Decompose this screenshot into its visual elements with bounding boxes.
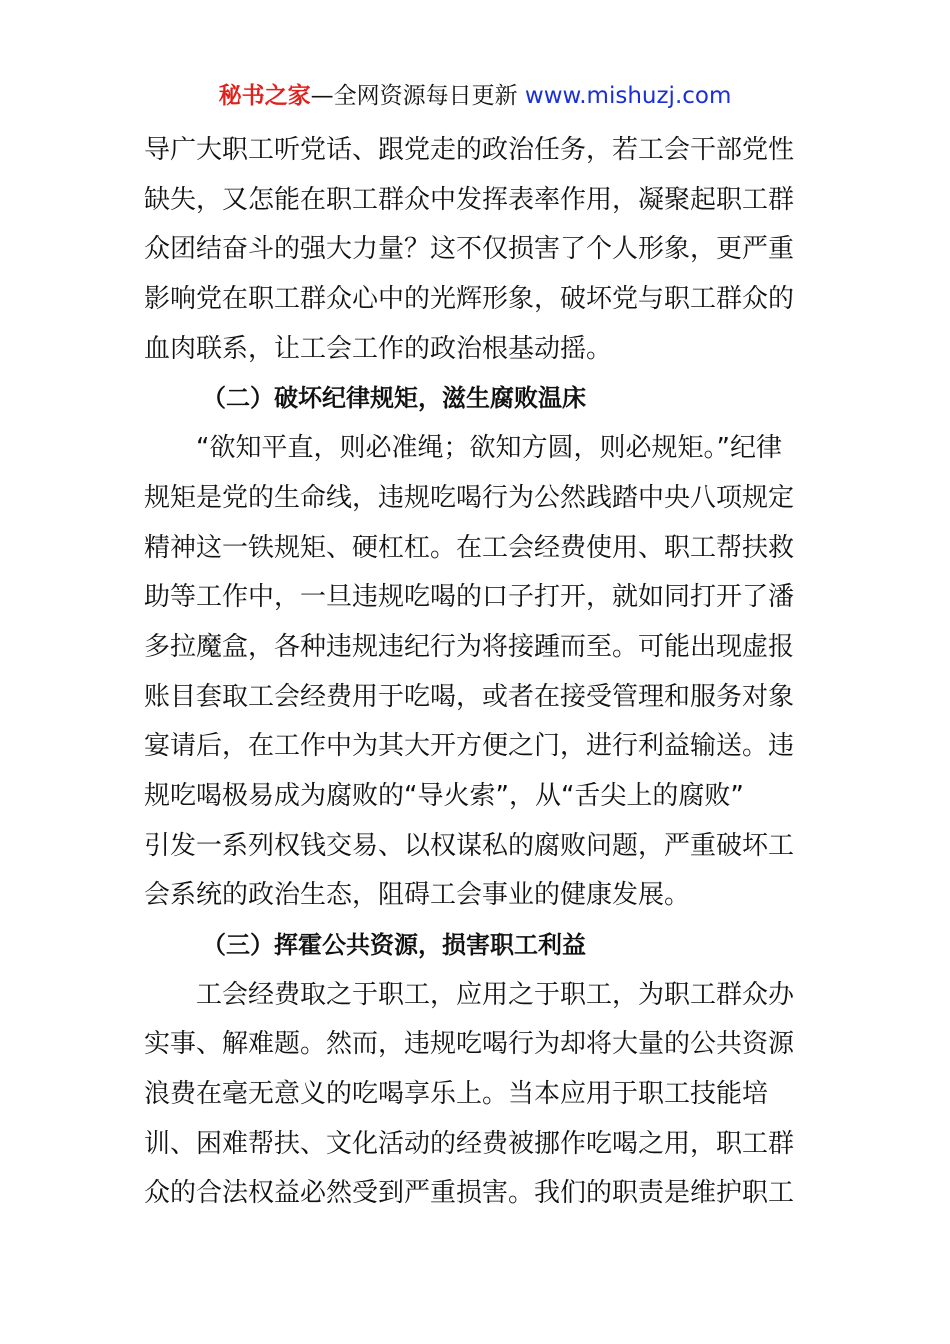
text-line: 众的合法权益必然受到严重损害。我们的职责是维护职工 [144,1178,795,1209]
section-heading: （三）挥霍公共资源，损害职工利益 [202,931,586,959]
text-line: 影响党在职工群众心中的光辉形象，破坏党与职工群众的 [144,284,795,315]
text-line: 导广大职工听党话、跟党走的政治任务，若工会干部党性 [144,135,795,165]
paragraph-first-line: “欲知平直，则必准绳；欲知方圆，则必规矩。”纪律 [196,433,782,464]
document-body [144,126,808,1219]
paragraph-first-line: 工会经费取之于职工，应用之于职工，为职工群众办 [196,979,795,1010]
text-line: 浪费在毫无意义的吃喝享乐上。当本应用于职工技能培 [144,1079,769,1110]
text-line: 规吃喝极易成为腐败的“导火索”，从“舌尖上的腐败” [144,780,744,811]
text-line: 训、困难帮扶、文化活动的经费被挪作吃喝之用，职工群 [144,1128,795,1159]
text-line: 引发一系列权钱交易、以权谋私的腐败问题，严重破坏工 [144,830,795,861]
text-line: 会系统的政治生态，阻碍工会事业的健康发展。 [144,880,691,911]
site-brand: 秘书之家 [218,83,311,109]
site-header [0,78,950,114]
text-line: 多拉魔盒，各种违规违纪行为将接踵而至。可能出现虚报 [144,631,795,662]
text-line: 账目套取工会经费用于吃喝，或者在接受管理和服务对象 [144,681,795,712]
text-line: 缺失，又怎能在职工群众中发挥表率作用，凝聚起职工群 [144,184,795,215]
text-line: 规矩是党的生命线，违规吃喝行为公然践踏中央八项规定 [144,482,795,513]
site-slogan: —全网资源每日更新 [310,83,518,109]
section-heading: （二）破坏纪律规矩，滋生腐败温床 [202,384,586,413]
text-line: 精神这一铁规矩、硬杠杠。在工会经费使用、职工帮扶救 [144,532,795,563]
text-line: 宴请后，在工作中为其大开方便之门，进行利益输送。违 [144,731,795,762]
text-line: 众团结奋斗的强大力量？这不仅损害了个人形象，更严重 [144,234,795,265]
text-line: 助等工作中，一旦违规吃喝的口子打开，就如同打开了潘 [144,582,795,613]
text-line: 血肉联系，让工会工作的政治根基动摇。 [144,333,613,364]
site-url-link[interactable]: www.mishuzj.com [524,83,732,109]
text-line: 实事、解难题。然而，违规吃喝行为却将大量的公共资源 [144,1029,795,1060]
